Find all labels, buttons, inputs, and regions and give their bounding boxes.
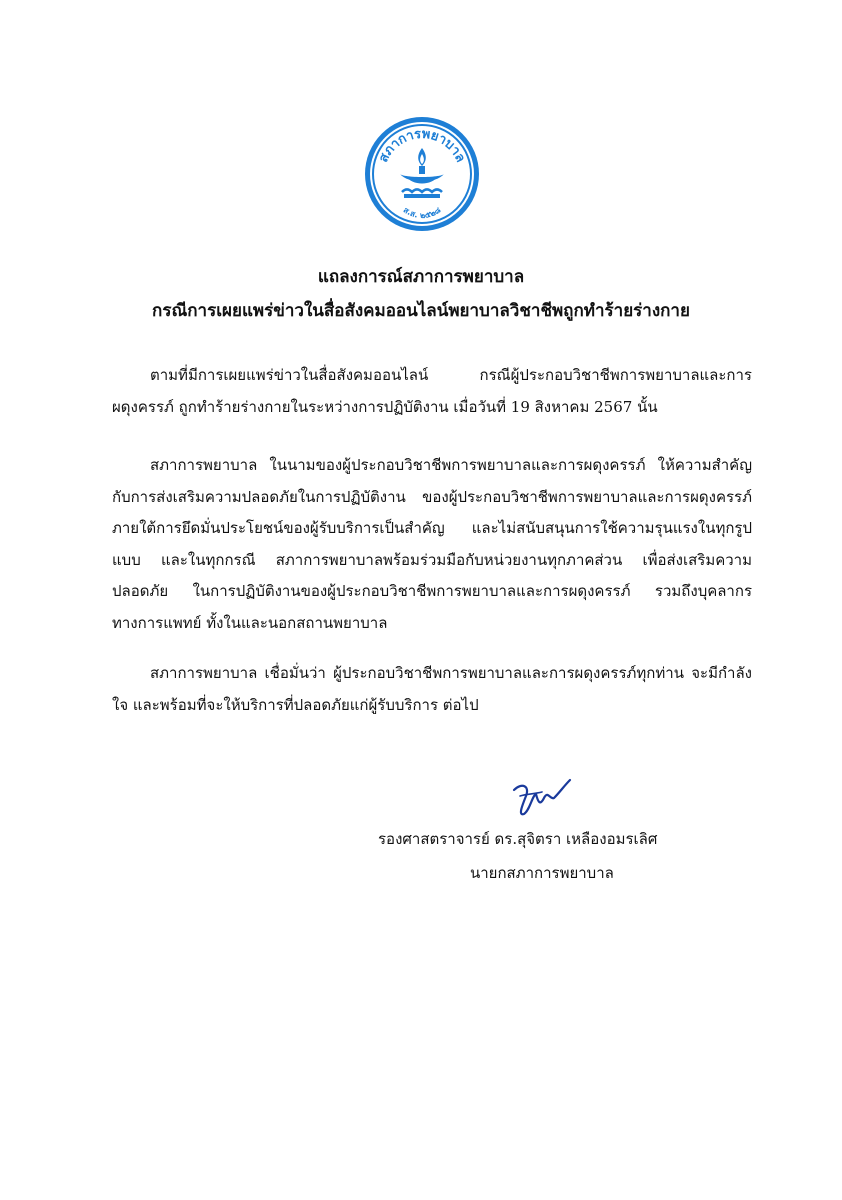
signer-name: รองศาสตราจารย์ ดร.สุจิตรา เหลืองอมรเลิศ: [378, 830, 658, 848]
body-paragraph-1: ตามที่มีการเผยแพร่ข่าวในสื่อสังคมออนไลน์ กรณีผู้ประกอบวิชาชีพการพยาบาลและการผดุงครรภ์ ถูกทำร้ายร่างกายในระหว่างการปฏิบัติงาน เมื่อวันที่ 19 สิงหาคม 2567 นั้น: [112, 366, 752, 416]
nursing-council-logo: [362, 114, 482, 234]
body-paragraph-3: สภาการพยาบาล เชื่อมั่นว่า ผู้ประกอบวิชาชีพการพยาบาลและการผดุงครรภ์ทุกท่าน จะมีกำลังใจ และพร้อมที่จะให้บริการที่ปลอดภัยแก่ผู้รับบริการ ต่อไป: [112, 664, 752, 714]
logo-text-bottom: ส.ส. ๒๕๒๘: [401, 205, 443, 221]
handwritten-signature: [508, 776, 578, 820]
signer-position: นายกสภาการพยาบาล: [470, 864, 614, 882]
logo-text-top: สภาการพยาบาล: [376, 126, 468, 165]
statement-title: แถลงการณ์สภาการพยาบาล: [317, 267, 525, 287]
body-paragraph-2: สภาการพยาบาล ในนามของผู้ประกอบวิชาชีพการพยาบาลและการผดุงครรภ์ ให้ความสำคัญกับการส่งเสริมความปลอดภัยในการปฏิบัติงาน ของผู้ประกอบวิชาชีพการพยาบาลและการผดุงครรภ์ ภายใต้การยึดมั่นประโยชน์ของผู้รับบริการเป็นสำคัญ และไม่สนับสนุนการใช้ความรุนแรงในทุกรูปแบบ และในทุกกรณี สภาการพยาบาลพร้อมร่วมมือกับหน่วยงานทุกภาคส่วน เพื่อส่งเสริมความปลอดภัย ในการปฏิบัติงานของผู้ประกอบวิชาชีพการพยาบาลและการผดุงครรภ์ รวมถึงบุคลากรทางการแพทย์ ทั้งในและนอกสถานพยาบาล: [112, 456, 752, 632]
statement-subtitle: กรณีการเผยแพร่ข่าวในสื่อสังคมออนไลน์พยาบาลวิชาชีพถูกทำร้ายร่างกาย: [152, 301, 690, 321]
